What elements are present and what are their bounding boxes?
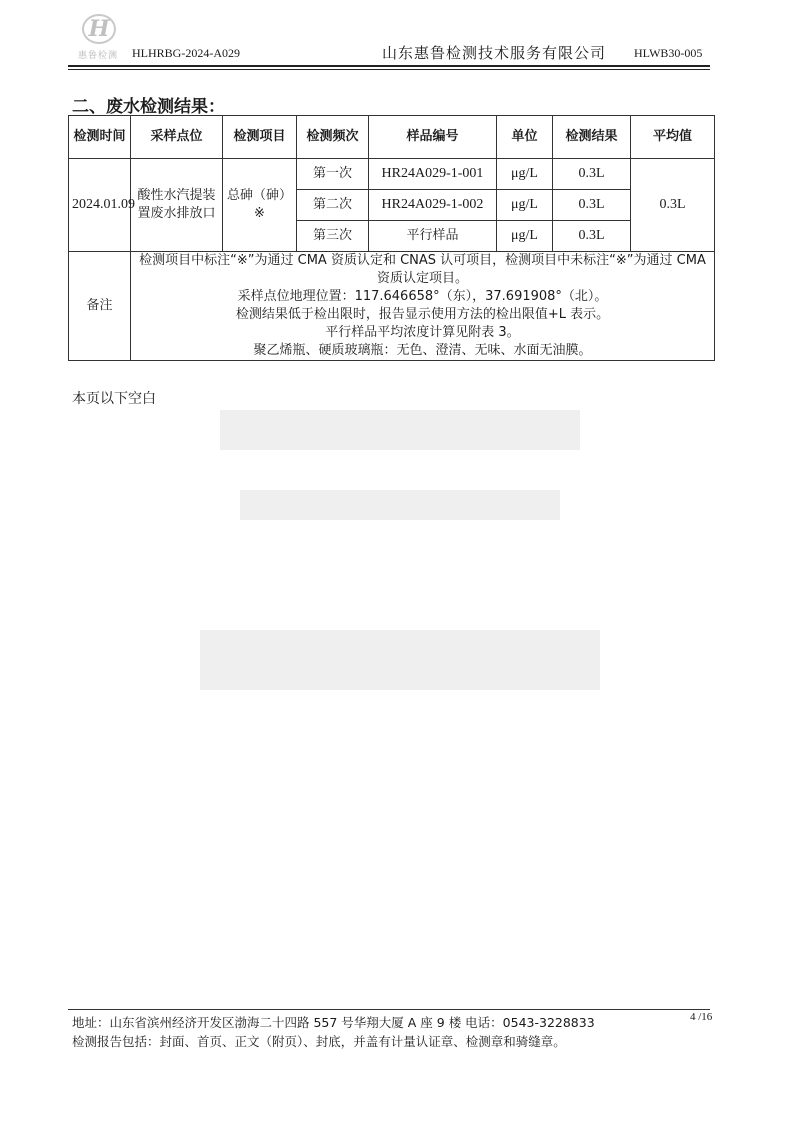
header-sample-no: 样品编号 bbox=[369, 116, 497, 159]
cell-location: 酸性水汽提装置废水排放口 bbox=[131, 159, 223, 252]
header-frequency: 检测频次 bbox=[297, 116, 369, 159]
remark-line: 检测结果低于检出限时，报告显示使用方法的检出限值+L 表示。 bbox=[235, 307, 610, 322]
header-result: 检测结果 bbox=[553, 116, 631, 159]
blank-page-note: 本页以下空白 bbox=[72, 391, 156, 407]
header-location: 采样点位 bbox=[131, 116, 223, 159]
page-number: 4 /16 bbox=[690, 1011, 713, 1023]
cell-sample-no: HR24A029-1-002 bbox=[369, 190, 497, 221]
cell-frequency: 第三次 bbox=[297, 221, 369, 252]
header-divider bbox=[68, 65, 710, 67]
form-code: HLWB30-005 bbox=[634, 46, 703, 60]
footer-includes: 检测报告包括：封面、首页、正文（附页）、封底，并盖有计量认证章、检测章和骑缝章。 bbox=[72, 1034, 566, 1049]
remarks-row bbox=[69, 252, 715, 361]
header-divider-thin bbox=[68, 69, 710, 70]
table-row bbox=[69, 159, 715, 190]
table-header-row bbox=[69, 116, 715, 159]
cell-result: 0.3L bbox=[553, 159, 631, 190]
wastewater-results-table bbox=[68, 115, 715, 361]
company-name: 山东惠鲁检测技术服务有限公司 bbox=[382, 44, 607, 62]
cell-sample-no: HR24A029-1-001 bbox=[369, 159, 497, 190]
cell-result: 0.3L bbox=[553, 221, 631, 252]
cell-sample-no: 平行样品 bbox=[369, 221, 497, 252]
cell-result: 0.3L bbox=[553, 190, 631, 221]
watermark-seal bbox=[160, 390, 640, 810]
cell-frequency: 第一次 bbox=[297, 159, 369, 190]
cell-unit: μg/L bbox=[497, 159, 553, 190]
header-item: 检测项目 bbox=[223, 116, 297, 159]
remarks-content bbox=[131, 252, 715, 361]
cell-item: 总砷（砷）※ bbox=[223, 159, 297, 252]
section-title: 二、废水检测结果： bbox=[72, 97, 225, 117]
cell-frequency: 第二次 bbox=[297, 190, 369, 221]
footer-divider bbox=[68, 1009, 710, 1010]
logo-mark: H bbox=[82, 14, 116, 44]
logo-text: 惠鲁检测 bbox=[77, 51, 118, 61]
remark-line: 采样点位地理位置：117.646658°（东），37.691908°（北）。 bbox=[237, 289, 608, 304]
cell-unit: μg/L bbox=[497, 221, 553, 252]
report-number: HLHRBG-2024-A029 bbox=[132, 46, 240, 60]
header-unit: 单位 bbox=[497, 116, 553, 159]
company-logo bbox=[70, 12, 126, 62]
cell-date: 2024.01.09 bbox=[69, 159, 131, 252]
cell-average: 0.3L bbox=[631, 159, 715, 252]
cell-unit: μg/L bbox=[497, 190, 553, 221]
remark-line: 聚乙烯瓶、硬质玻璃瓶：无色、澄清、无味、水面无油膜。 bbox=[253, 343, 592, 358]
remark-line: 平行样品平均浓度计算见附表 3。 bbox=[325, 325, 520, 340]
remark-line: 检测项目中标注“※”为通过 CMA 资质认定和 CNAS 认可项目，检测项目中未标注“※”为通过 CMA 资质认定项目。 bbox=[139, 253, 706, 286]
header-average: 平均值 bbox=[631, 116, 715, 159]
header-date: 检测时间 bbox=[69, 116, 131, 159]
footer-address: 地址：山东省滨州经济开发区渤海二十四路 557 号华翔大厦 A 座 9 楼 电话：0543-3228833 bbox=[72, 1015, 595, 1030]
remarks-label: 备注 bbox=[69, 252, 131, 361]
